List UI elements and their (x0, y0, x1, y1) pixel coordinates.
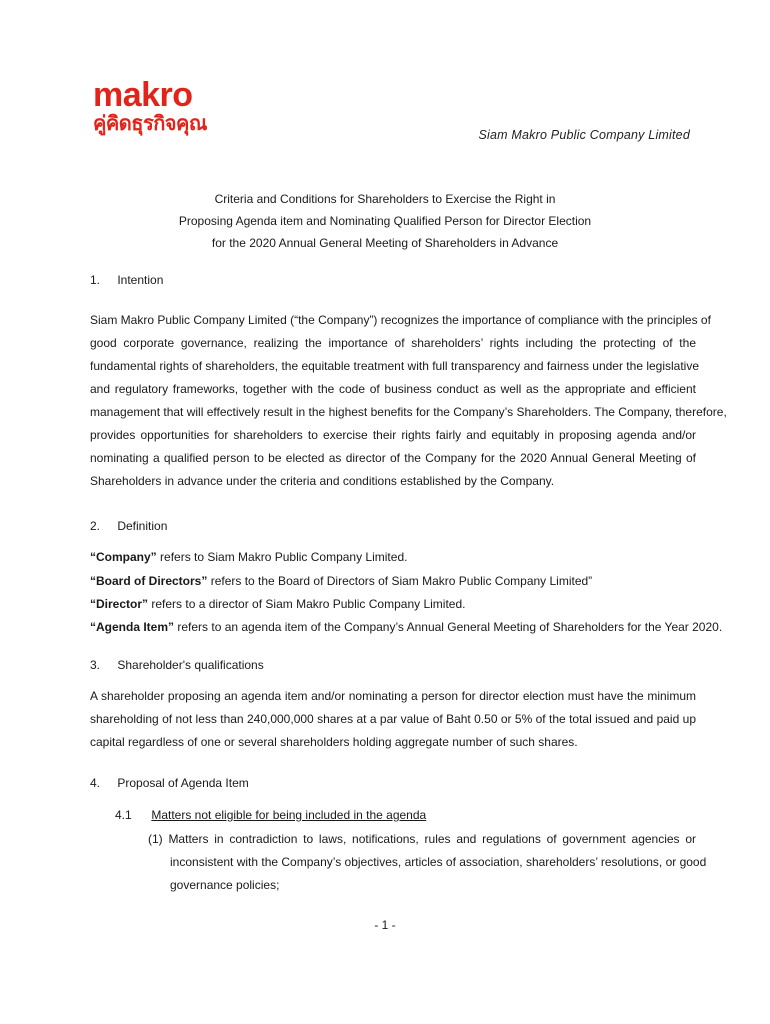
definition-director (90, 597, 465, 611)
section-title: Shareholder's qualifications (117, 658, 264, 672)
section-heading-proposal (90, 776, 249, 790)
paragraph-line: A shareholder proposing an agenda item and/or nominating a person for director election must have the minimum (90, 689, 696, 703)
definition-company (90, 550, 407, 564)
section-title: Proposal of Agenda Item (117, 776, 249, 790)
section-number: 4. (90, 776, 101, 790)
title-line: Criteria and Conditions for Shareholders to Exercise the Right in (214, 192, 556, 206)
item-line: governance policies; (170, 878, 280, 892)
page-number: - 1 - (374, 918, 396, 932)
intention-paragraph (90, 309, 727, 493)
paragraph-line: fundamental rights of shareholders, the equitable treatment with full transparency and fairness under the legislative (90, 359, 700, 373)
section-heading-intention (90, 273, 163, 287)
list-item (148, 828, 707, 897)
subsection-number: 4.1 (115, 808, 132, 822)
definition-text: refers to a director of Siam Makro Public Company Limited. (148, 597, 466, 611)
company-header: Siam Makro Public Company Limited (478, 128, 690, 142)
item-line: inconsistent with the Company’s objectives, articles of association, shareholders’ resolutions, or good (170, 855, 707, 869)
title-line: Proposing Agenda item and Nominating Qualified Person for Director Election (178, 214, 592, 228)
qualifications-paragraph (90, 685, 696, 754)
paragraph-line: nominating a qualified person to be elected as director of the Company for the 2020 Annual General Meeting of (90, 451, 696, 465)
subsection-4-1 (115, 808, 426, 822)
section-heading-definition (90, 519, 167, 533)
subsection-title: Matters not eligible for being included in the agenda (151, 808, 427, 822)
section-number: 3. (90, 658, 101, 672)
definition-agenda-item (90, 620, 722, 634)
definition-text: refers to Siam Makro Public Company Limited. (156, 550, 408, 564)
section-title: Intention (117, 273, 164, 287)
paragraph-line: provides opportunities for shareholders to exercise their rights fairly and equitably in proposing agenda and/or (90, 428, 696, 442)
section-heading-qualifications (90, 658, 264, 672)
definition-term: “Agenda Item” (90, 620, 175, 634)
makro-tagline-logo: คู่คิดธุรกิจคุณ (93, 111, 207, 135)
paragraph-line: shareholding of not less than 240,000,000 shares at a par value of Baht 0.50 or 5% of the total issued and paid up (90, 712, 696, 726)
paragraph-line: Shareholders in advance under the criteria and conditions established by the Company. (90, 474, 555, 488)
section-number: 1. (90, 273, 101, 287)
title-line: for the 2020 Annual General Meeting of Shareholders in Advance (211, 236, 559, 250)
paragraph-line: management that will effectively result in the highest benefits for the Company’s Shareholders. The Company, therefore, (90, 405, 727, 419)
section-title: Definition (117, 519, 168, 533)
definition-text: refers to the Board of Directors of Siam Makro Public Company Limited” (207, 574, 593, 588)
definition-board (90, 574, 592, 588)
makro-logo: makro (93, 76, 193, 114)
definition-text: refers to an agenda item of the Company’s Annual General Meeting of Shareholders for the Year 2020. (174, 620, 723, 634)
section-number: 2. (90, 519, 101, 533)
definition-term: “Director” (90, 597, 149, 611)
document-title (0, 188, 770, 254)
definition-term: “Board of Directors” (90, 574, 208, 588)
paragraph-line: and regulatory frameworks, together with the code of business conduct as well as the appropriate and efficient (90, 382, 696, 396)
paragraph-line: Siam Makro Public Company Limited (“the Company”) recognizes the importance of compliance with the principles of (90, 313, 711, 327)
paragraph-line: good corporate governance, realizing the importance of shareholders’ rights including the protecting of the (90, 336, 696, 350)
item-line: (1) Matters in contradiction to laws, notifications, rules and regulations of government agencies or (148, 832, 696, 846)
definition-term: “Company” (90, 550, 157, 564)
paragraph-line: capital regardless of one or several shareholders holding aggregate number of such shares. (90, 735, 578, 749)
